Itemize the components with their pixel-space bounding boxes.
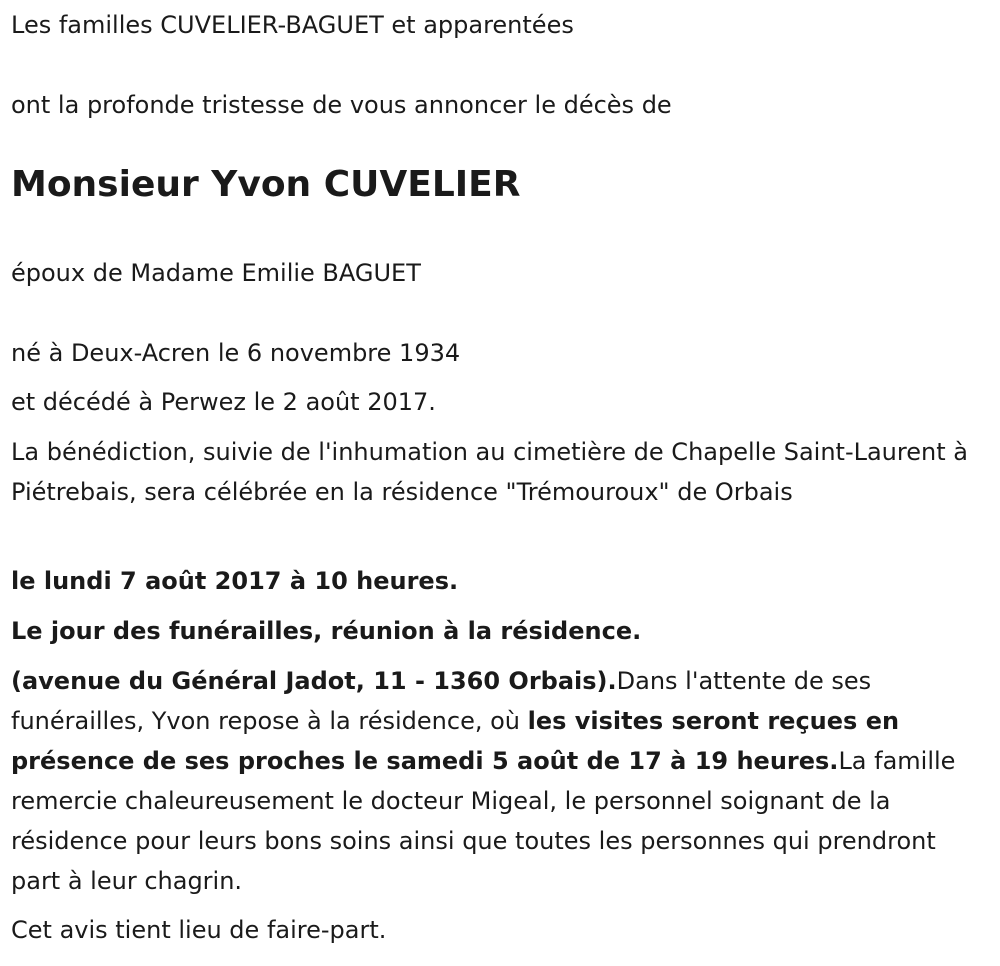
meeting-line: Le jour des funérailles, réunion à la résidence. [11, 617, 642, 645]
death-line: et décédé à Perwez le 2 août 2017. [11, 388, 436, 416]
visitation-paragraph [11, 661, 991, 901]
rest-text: Dans l'attente de ses funérailles, Yvon repose à la résidence, où [11, 667, 872, 735]
address-text: (avenue du Général Jadot, 11 - 1360 Orbais). [11, 667, 617, 695]
deceased-name: Monsieur Yvon CUVELIER [11, 164, 521, 205]
ceremony-date: le lundi 7 août 2017 à 10 heures. [11, 567, 459, 595]
visits-text: les visites seront reçues en présence de ses proches le samedi 5 août de 17 à 19 heures. [11, 707, 900, 775]
spouse-line: époux de Madame Emilie BAGUET [11, 259, 421, 287]
closing-line: Cet avis tient lieu de faire-part. [11, 916, 387, 944]
birth-line: né à Deux-Acren le 6 novembre 1934 [11, 339, 461, 367]
announcement-line: ont la profonde tristesse de vous annoncer le décès de [11, 91, 672, 119]
families-line: Les familles CUVELIER-BAGUET et apparentées [11, 11, 574, 39]
ceremony-paragraph: La bénédiction, suivie de l'inhumation au cimetière de Chapelle Saint-Laurent à Piétrebais, sera célébrée en la résidence "Trémouroux" de Orbais [11, 438, 968, 506]
thanks-text: La famille remercie chaleureusement le docteur Migeal, le personnel soignant de la résidence pour leurs bons soins ainsi que toutes les personnes qui prendront part à leur chagrin. [11, 747, 956, 895]
